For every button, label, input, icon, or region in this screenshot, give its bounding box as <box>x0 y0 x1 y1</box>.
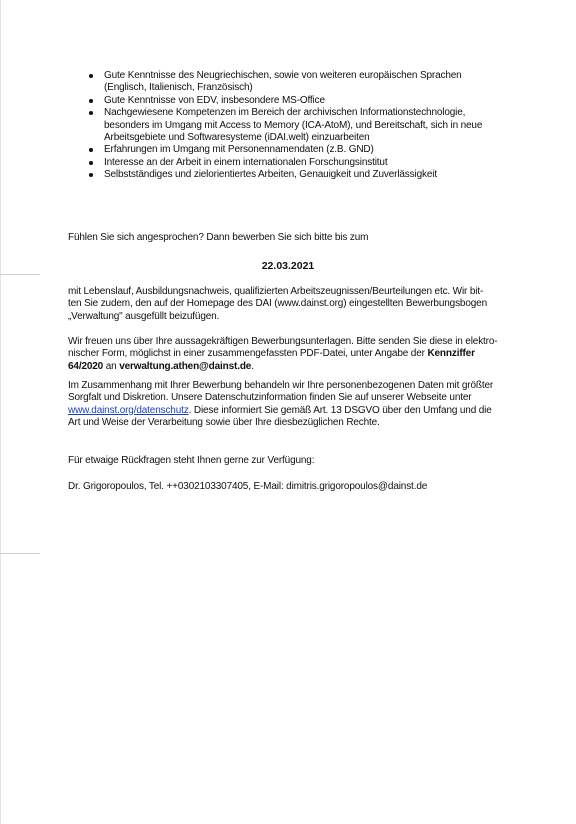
list-item: Erfahrungen im Umgang mit Personennamendaten (z.B. GND) <box>88 144 518 156</box>
list-item: Interesse an der Arbeit in einem internationalen Forschungsinstitut <box>88 157 518 169</box>
questions-text: Für etwaige Rückfragen steht Ihnen gerne zur Verfügung: <box>68 455 315 466</box>
submission-paragraph: Wir freuen uns über Ihre aussagekräftigen Bewerbungsunterlagen. Bitte senden Sie diese in elektro- nischer Form, möglichst in einer zusammengefassten PDF-Datei, unter Angabe der Kennziffer 64/2020 an verwaltung.athen@dainst.de. <box>68 336 498 372</box>
list-item: Nachgewiesene Kompetenzen im Bereich der archivischen Informationstechnologie, besonders im Umgang mit Access to Memory (ICA-AtoM), und Bereitschaft, sich in neue Arbeitsgebiete und Softwaresysteme (iDAI.welt) einzuarbeiten <box>88 107 518 144</box>
margin-mark <box>0 274 40 275</box>
reference-number: 64/2020 <box>68 360 104 372</box>
margin-mark <box>0 553 40 554</box>
privacy-paragraph: Im Zusammenhang mit Ihrer Bewerbung behandeln wir Ihre personenbezogenen Daten mit größter Sorgfalt und Diskretion. Unsere Datenschutzinformation finden Sie auf unserer Webseite unter www.dainst.org/datenschutz. Diese informiert Sie gemäß Art. 13 DSGVO über den Umfang und die Art und Weise der Verarbeitung sowie über Ihre diesbezüglichen Rechte. <box>68 380 494 429</box>
contact-line: Dr. Grigoropoulos, Tel. ++0302103307405, E-Mail: dimitris.grigoropoulos@dainst.de <box>68 481 428 492</box>
list-item: Gute Kenntnisse von EDV, insbesondere MS-Office <box>88 95 518 107</box>
application-email[interactable]: verwaltung.athen@dainst.de <box>119 360 252 372</box>
list-item: Gute Kenntnisse des Neugriechischen, sowie von weiteren europäischen Sprachen (Englisch, Italienisch, Französisch) <box>88 70 518 95</box>
intro-text: Fühlen Sie sich angesprochen? Dann bewerben Sie sich bitte bis zum <box>68 232 369 243</box>
deadline-date: 22.03.2021 <box>261 260 315 272</box>
application-paragraph: mit Lebenslauf, Ausbildungsnachweis, qualifizierten Arbeitszeugnissen/Beurteilungen etc. Wir bit- ten Sie zudem, den auf der Homepage des DAI (www.dainst.org) eingestellten Bewerbungsbogen „Verwaltung" ausgefüllt beizufügen. <box>68 286 487 322</box>
page-edge <box>0 0 1 824</box>
privacy-link[interactable]: www.dainst.org/datenschutz <box>68 404 189 416</box>
requirements-list <box>88 70 518 182</box>
reference-label: Kennziffer <box>427 348 475 360</box>
list-item: Selbstständiges und zielorientiertes Arbeiten, Genauigkeit und Zuverlässigkeit <box>88 169 518 181</box>
